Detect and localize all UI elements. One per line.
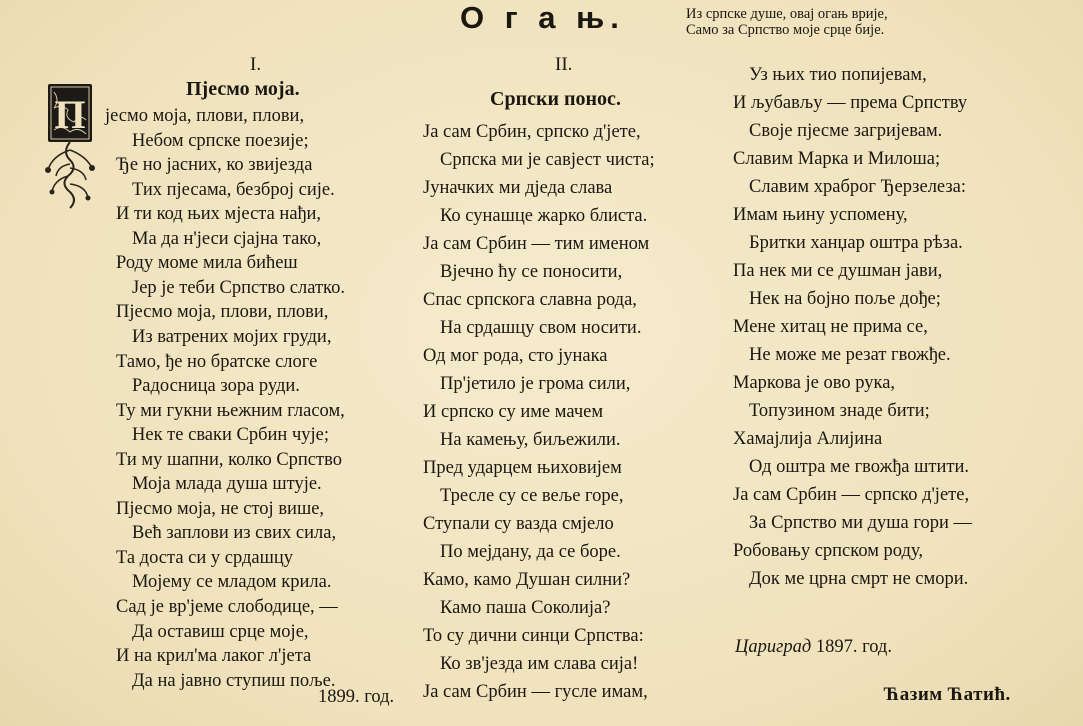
epigraph-line: Из српске душе, овај огањ врије, [686, 6, 888, 22]
part2-numeral: II. [555, 54, 573, 75]
verse-line: Пред ударцем њиховијем [423, 458, 622, 478]
verse-line: Од мог рода, сто јунака [423, 346, 608, 366]
epigraph-line: Само за Српство моје срце бије. [686, 22, 885, 38]
verse-line: Већ заплови из свих сила, [132, 523, 337, 544]
verse-line: Своје пјесме загријевам. [749, 121, 943, 141]
verse-line: Ко сунашце жарко блиста. [440, 206, 648, 226]
verse-line: Камо, камо Душан силни? [423, 570, 631, 590]
verse-line: Маркова је ово рука, [733, 373, 896, 393]
verse-line: То су дични синци Српства: [423, 626, 644, 646]
verse-line: Ђе но јасних, ко звијезда [116, 155, 313, 176]
verse-line: Пр'јетило је грома сили, [440, 374, 631, 394]
verse-line: Да оставиш срце моје, [132, 621, 309, 642]
part1-heading: Пјесмо моја. [186, 78, 300, 100]
verse-line: На камењу, биљежили. [440, 430, 621, 450]
verse-line: Ту ми гукни њежним гласом, [116, 400, 345, 421]
initial-letter: П [54, 92, 86, 137]
verse-line: Камо паша Соколија? [440, 598, 611, 618]
verse-line: Славим храброг Ђерзелеза: [749, 177, 967, 197]
verse-line: И ти код њих мјеста нађи, [116, 204, 321, 225]
verse-line: Топузином знаде бити; [749, 401, 930, 421]
epigraph [686, 6, 888, 38]
verse-line: И љубављу — према Српству [733, 93, 968, 113]
verse-line: Ти му шапни, колко Српство [116, 449, 342, 470]
part3-dateline [735, 637, 892, 658]
verse-line: Тамо, ђе но братске слоге [116, 351, 318, 372]
verse-line: Роду моме мила бићеш [116, 253, 298, 274]
verse-line: И на крил'ма лаког л'јета [116, 646, 312, 667]
verse-line: Пјесмо моја, не стој више, [116, 498, 325, 519]
part1-numeral: I. [250, 54, 262, 75]
verse-line: Та доста си у срдашцу [116, 547, 294, 568]
part2-heading: Српски понос. [490, 88, 621, 110]
verse-line: Не може ме резат гвожђе. [749, 345, 951, 365]
verse-line: Уз њих тио попијевам, [749, 65, 927, 85]
verse-line: Јуначких ми дједа слава [423, 178, 613, 198]
verse-line: Ја сам Србин — српско д'јете, [733, 485, 970, 505]
verse-line: Мојему се младом крила. [132, 572, 332, 593]
verse-line: Мене хитац не прима се, [733, 317, 928, 337]
verse-line: Од оштра ме гвожђа штити. [749, 457, 969, 477]
verse-line: По мејдану, да се боре. [440, 542, 621, 562]
verse-line: Да на јавно ступиш поље. [132, 670, 336, 691]
part3-place: Цариград [735, 637, 812, 657]
verse-line: Вјечно ћу се поносити, [440, 262, 623, 282]
verse-line: Хамајлија Алијина [733, 429, 883, 449]
verse-line: Славим Марка и Милоша; [733, 149, 941, 169]
verse-line: Док ме црна смрт не смори. [749, 569, 969, 589]
verse-line: На срдашцу свом носити. [440, 318, 642, 338]
verse-line: Ја сам Србин — тим именом [423, 234, 650, 254]
verse-line: Српска ми је савјест чиста; [440, 150, 655, 170]
verse-line: Па нек ми се душман јави, [733, 261, 943, 281]
verse-line: За Српство ми душа гори — [749, 513, 973, 533]
verse-line: Ступали су вазда смјело [423, 514, 614, 534]
verse-line: Нек те сваки Србин чује; [132, 425, 330, 446]
part1-year: 1899. год. [318, 687, 395, 707]
verse-line: Тих пјесама, безброј сије. [132, 179, 335, 200]
verse-line: Ја сам Србин, српско д'јете, [423, 122, 641, 142]
verse-line: Робовању српском роду, [733, 541, 923, 561]
verse-line: Јер је теби Српство слатко. [132, 277, 345, 298]
verse-line: Сад је вр'јеме слободице, — [116, 597, 338, 617]
part3-year: 1897. год. [815, 637, 892, 657]
verse-line: Ко зв'језда им слава сија! [440, 654, 639, 674]
verse-line: Радосница зора руди. [132, 376, 300, 397]
poem-title: О г а њ. [460, 0, 625, 35]
verse-line: Из ватрених мојих груди, [132, 326, 332, 347]
verse-line: Бритки ханџар оштра рѣза. [749, 233, 963, 253]
author-signature: Ћазим Ћатић. [884, 684, 1011, 705]
verse-line: Ја сам Србин — гусле имам, [423, 682, 648, 702]
verse-line: Имам њину успомену, [733, 205, 908, 225]
verse-line: Небом српске поезије; [132, 130, 309, 151]
verse-line: Тресле су се веље горе, [440, 486, 624, 506]
verse-line: Ма да н'јеси сјајна тако, [132, 228, 322, 249]
verse-line: И српско су име мачем [423, 402, 604, 422]
verse-line: Спас српскога славна рода, [423, 290, 637, 310]
verse-line: Моја млада душа штује. [132, 474, 322, 495]
decorated-initial [40, 80, 100, 210]
verse-line: јесмо моја, плови, плови, [105, 106, 305, 126]
verse-line: Нек на бојно поље дође; [749, 289, 941, 309]
verse-line: Пјесмо моја, плови, плови, [116, 302, 329, 323]
